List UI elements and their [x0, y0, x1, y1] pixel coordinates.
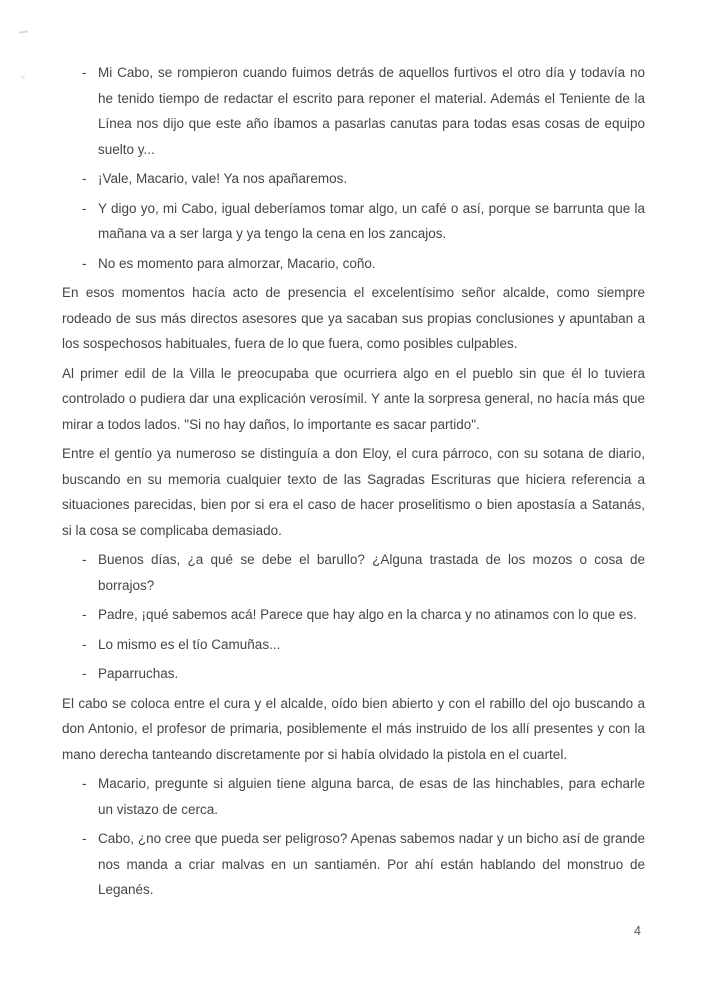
bullet-dash-icon: - [82, 636, 87, 652]
paragraph [62, 691, 645, 768]
text-run: Paparruchas. [98, 666, 179, 681]
dialogue-line [62, 602, 645, 628]
bullet-dash-icon: - [82, 666, 87, 681]
bullet-dash-icon: - [82, 255, 87, 271]
page-number: 4 [634, 924, 641, 938]
text-run: Y digo yo, mi Cabo, igual deberíamos tomar algo, un café o así, porque se barrunta que la mañana va a ser larga y ya tengo la cena en los zancajos. [98, 200, 645, 241]
dialogue-line [62, 661, 645, 687]
bullet-dash-icon: - [82, 200, 87, 216]
paragraph [62, 280, 645, 357]
text-run: ¡Vale, Macario, vale! Ya nos apañaremos. [98, 171, 348, 186]
scan-smudge-icon [19, 30, 28, 33]
dialogue-line [62, 166, 645, 192]
dialogue-line [62, 771, 645, 822]
text-run: Al primer edil de la Villa le preocupaba que ocurriera algo en el pueblo sin que él lo tuviera controlado o pudiera dar una explicación verosímil. Y ante la sorpresa general, no hacía más que mirar a todos lados. "Si no hay daños, lo importante es sacar partido". [62, 365, 645, 432]
bullet-dash-icon: - [82, 607, 87, 622]
dialogue-line [62, 547, 645, 598]
paragraph [62, 361, 645, 438]
text-run: Buenos días, ¿a qué se debe el barullo? ¿Alguna trastada de los mozos o cosa de borrajos? [98, 552, 645, 593]
page-content [62, 60, 645, 907]
bullet-dash-icon: - [82, 552, 87, 567]
bullet-dash-icon: - [82, 776, 87, 791]
text-run: Mi Cabo, se rompieron cuando fuimos detrás de aquellos furtivos el otro día y todavía no he tenido tiempo de redactar el escrito para reponer el material. Además el Teniente de la Línea nos dijo que este año íbamos a pasarlas canutas para todas esas cosas de equipo suelto y... [98, 65, 645, 157]
text-run: Macario, pregunte si alguien tiene alguna barca, de esas de las hinchables, para echarle un vistazo de cerca. [98, 776, 645, 817]
paragraph [62, 441, 645, 543]
text-run: Entre el gentío ya numeroso se distinguía a don Eloy, el cura párroco, con su sotana de diario, buscando en su memoria cualquier texto de las Sagradas Escrituras que hiciera referencia a situaciones parecidas, bien por si era el caso de hacer proselitismo o bien apostasía a Satanás, si la cosa se complicaba demasiado. [62, 446, 645, 538]
bullet-dash-icon: - [82, 831, 87, 846]
bullet-dash-icon: - [82, 171, 87, 186]
text-run: Padre, ¡qué sabemos acá! Parece que hay algo en la charca y no atinamos con lo que es. [98, 607, 637, 622]
text-run: Lo mismo es el tío Camuñas... [98, 636, 281, 652]
dialogue-line [62, 632, 645, 658]
dialogue-line [62, 196, 645, 247]
scan-smudge-icon [21, 76, 25, 79]
text-run: El cabo se coloca entre el cura y el alcalde, oído bien abierto y con el rabillo del ojo buscando a don Antonio, el profesor de primaria, posiblemente el más instruido de los allí presentes y con la mano derecha tanteando discretamente por si había olvidado la pistola en el cuartel. [62, 695, 645, 762]
text-run: No es momento para almorzar, Macario, coño. [98, 255, 376, 271]
dialogue-line [62, 826, 645, 903]
bullet-dash-icon: - [82, 65, 87, 80]
text-run: Cabo, ¿no cree que pueda ser peligroso? Apenas sabemos nadar y un bicho así de grande nos manda a criar malvas en un santiamén. Por ahí están hablando del monstruo de Leganés. [98, 831, 645, 897]
dialogue-line [62, 251, 645, 277]
text-run: En esos momentos hacía acto de presencia el excelentísimo señor alcalde, como siempre rodeado de sus más directos asesores que ya sacaban sus propias conclusiones y apuntaban a los sospechosos habituales, fuera de lo que fuera, como posibles culpables. [62, 285, 645, 351]
dialogue-line [62, 60, 645, 162]
